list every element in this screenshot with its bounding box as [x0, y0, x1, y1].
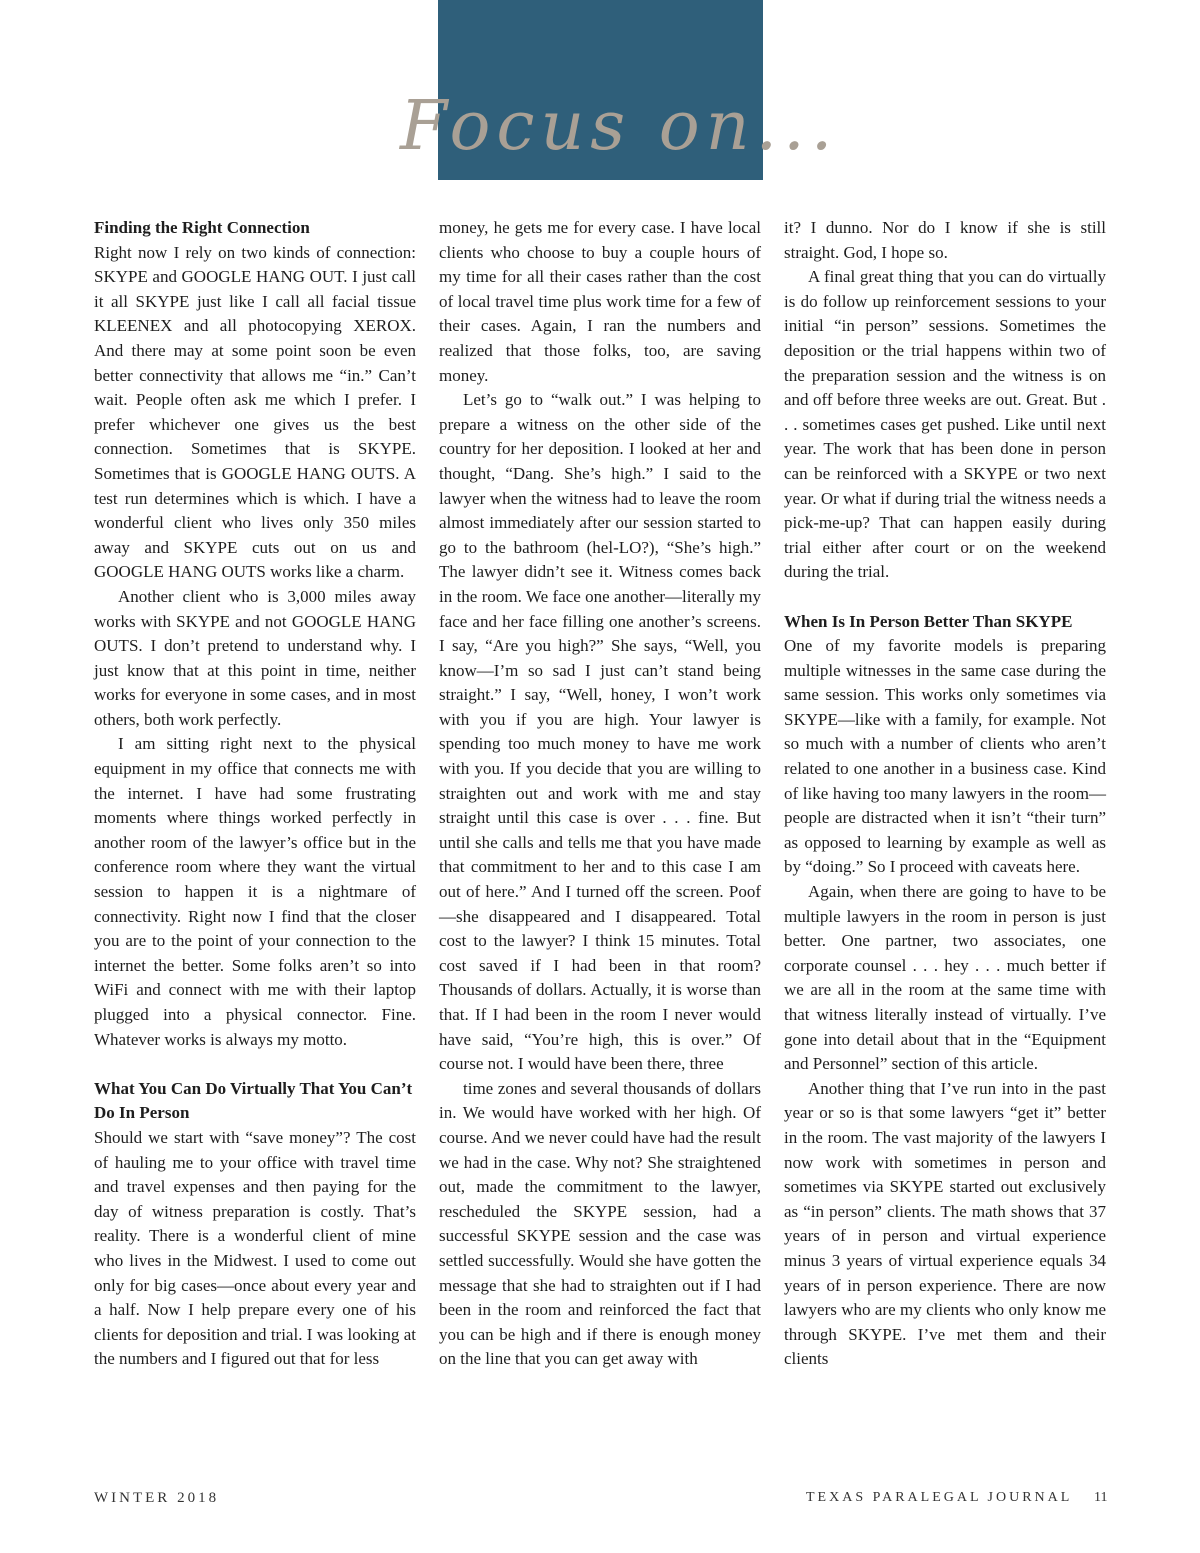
issue-date: WINTER 2018	[94, 1490, 220, 1506]
paragraph: Again, when there are going to have to be multiple lawyers in the room in person is just better. One partner, two associates, one corporate counsel . . . hey . . . much better if we are all in the room at the same time with that witness literally instead of virtually. I’ve gone into detail about that in the “Equipment and Personnel” section of this article.	[784, 882, 1106, 1074]
publication-name: TEXAS PARALEGAL JOURNAL	[806, 1490, 1073, 1505]
paragraph: Another thing that I’ve run into in the past year or so is that some lawyers “get it” better in the room. The vast majority of the lawyers I now work with sometimes in person and sometimes via SKYPE started out exclusively as “in person” clients. The math shows that 37 years of in person and virtual experience minus 3 years of virtual experience equals 34 years of in person experience. There are now lawyers who are my clients who only know me through SKYPE. I’ve met them and their clients	[784, 1078, 1106, 1369]
section-heading: What You Can Do Virtually That You Can’t Do In Person	[94, 1078, 413, 1123]
section-title: Focus on...	[400, 87, 839, 166]
paragraph: Another client who is 3,000 miles away works with SKYPE and not GOOGLE HANG OUTS. I don’t pretend to understand why. I just know that at this point in time, neither works for everyone in some cases, and in most others, both work perfectly.	[94, 586, 416, 729]
article-column-1	[94, 216, 416, 1372]
section-heading: When Is In Person Better Than SKYPE	[784, 611, 1073, 631]
page-number: 11	[1094, 1490, 1108, 1505]
paragraph: time zones and several thousands of dollars in. We would have worked with her high. Of course. And we never could have had the result we had in the case. Why not? She straightened out, made the commitment to the lawyer, rescheduled the SKYPE session, had a successful SKYPE session and the case was settled successfully. Would she have gotten the message that she had to straighten out if I had been in the room and reinforced the fact that you can be high and if there is enough money on the line that you can get away with	[439, 1078, 761, 1369]
paragraph: One of my favorite models is preparing multiple witnesses in the same case during the same session. This works only sometimes via SKYPE—like with a family, for example. Not so much with a number of clients who aren’t related to one another in a business case. Kind of like having too many lawyers in the room—people are distracted when it isn’t “their turn” as opposed to learning by example as well as by “doing.” So I proceed with caveats here.	[784, 636, 1106, 877]
paragraph: Should we start with “save money”? The cost of hauling me to your office with travel time and travel expenses and then paying for the day of witness preparation is costly. That’s reality. There is a wonderful client of mine who lives in the Midwest. I used to come out only for big cases—once about every year and a half. Now I help prepare every one of his clients for deposition and trial. I was looking at the numbers and I figured out that for less	[94, 1127, 416, 1369]
paragraph: A final great thing that you can do virtually is do follow up reinforcement sessions to your initial “in person” sessions. Sometimes the deposition or the trial happens within two of the preparation session and the witness is on and off before three weeks are out. Great. But . . . sometimes cases get pushed. Like until next year. The work that has been done in person can be reinforced with a SKYPE or two next year. Or what if during trial the witness needs a pick-me-up? That can happen easily during trial either after court or on the weekend during the trial.	[784, 267, 1106, 582]
paragraph: it? I dunno. Nor do I know if she is still straight. God, I hope so.	[784, 218, 1106, 262]
article-column-3	[784, 216, 1106, 1372]
paragraph: money, he gets me for every case. I have local clients who choose to buy a couple hours of my time for all their cases rather than the cost of local travel time plus work time for a few of their cases. Again, I ran the numbers and realized that those folks, too, are saving money.	[439, 218, 761, 385]
section-heading: Finding the Right Connection	[94, 218, 310, 237]
paragraph: I am sitting right next to the physical equipment in my office that connects me with the internet. I have had some frustrating moments where things worked perfectly in another room of the lawyer’s office but in the conference room where they want the virtual session to happen it is a nightmare of connectivity. Right now I find that the closer you are to the point of your connection to the internet the better. Some folks aren’t so into WiFi and connect with me with their laptop plugged into a physical connector. Fine. Whatever works is always my motto.	[94, 734, 416, 1049]
paragraph: Let’s go to “walk out.” I was helping to prepare a witness on the other side of the country for her deposition. I looked at her and thought, “Dang. She’s high.” I said to the lawyer when the witness had to leave the room almost immediately after our session started to go to the bathroom (hel-LO?), “She’s high.” The lawyer didn’t see it. Witness comes back in the room. We face one another—literally my face and her face filling one another’s screens. I say, “Are you high?” She says, “Well, you know—I’m so sad I just can’t stand being straight.” I say, “Well, honey, I won’t work with you if you are high. Your lawyer is spending too much money to have me work with you. If you decide that you are willing to straighten out and work with me and stay straight until this case is over . . . fine. But until she calls and tells me that you have made that commitment to her and to this case I am out of here.” And I turned off the screen. Poof—she disappeared and I disappeared. Total cost to the lawyer? I think 15 minutes. Total cost saved if I had been in that room? Thousands of dollars. Actually, it is worse than that. If I had been in the room I never would have said, “You’re high, this is over.” Of course not. I would have been there, three	[439, 390, 761, 1074]
paragraph: Right now I rely on two kinds of connection: SKYPE and GOOGLE HANG OUT. I just call it all SKYPE just like I call all facial tissue KLEENEX and all photocopying XEROX. And there may at some point soon be even better connectivity that allows me “in.” Can’t wait. People often ask me which I prefer. I prefer whichever one gives us the best connection. Sometimes that is SKYPE. Sometimes that is GOOGLE HANG OUTS. A test run determines which is which. I have a wonderful client who lives only 350 miles away and SKYPE cuts out on us and GOOGLE HANG OUTS works like a charm.	[94, 242, 416, 582]
article-column-2	[439, 216, 761, 1372]
